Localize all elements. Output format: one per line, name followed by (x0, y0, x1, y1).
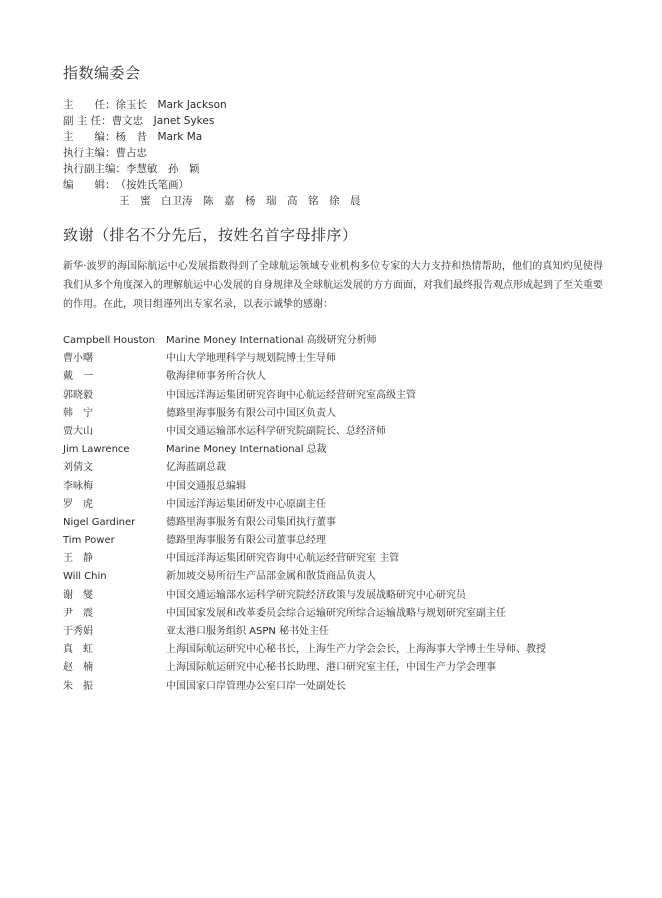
committee-name: 徐玉长 Mark Jackson (115, 99, 227, 111)
expert-title: 中国交通运输部水运科学研究院副院长、总经济师 (166, 425, 386, 437)
expert-row (63, 478, 603, 496)
committee-role: 编 辑： (63, 179, 116, 191)
expert-name: 李咏梅 (63, 480, 93, 492)
expert-title: 中国远洋海运集团研究咨询中心航运经营研究室高级主管 (166, 389, 416, 401)
expert-row (63, 423, 603, 441)
expert-title: 中国远洋海运集团研发中心原副主任 (166, 498, 326, 510)
committee-name: （按姓氏笔画） (115, 179, 189, 191)
committee-list (63, 97, 361, 209)
expert-title: 敬海律师事务所合伙人 (166, 371, 266, 383)
committee-row (63, 113, 361, 129)
expert-row (63, 514, 603, 532)
expert-title: 上海国际航运研究中心秘书长助理、港口研究室主任，中国生产力学会理事 (166, 662, 496, 674)
expert-name: 谢 燮 (63, 589, 93, 601)
expert-name: 尹 震 (63, 607, 93, 619)
expert-row (63, 678, 603, 696)
committee-role: 主 任： (63, 99, 116, 111)
expert-title: 中国交通报总编辑 (166, 480, 246, 492)
expert-name: 郭晓毅 (63, 389, 93, 401)
expert-name: Will Chin (63, 571, 107, 583)
expert-row (63, 587, 603, 605)
expert-title: 中国国家口岸管理办公室口岸一处副处长 (166, 680, 346, 692)
committee-role: 副 主 任： (63, 115, 112, 127)
committee-role: 执行主编： (63, 147, 116, 159)
expert-list (63, 332, 603, 696)
expert-title: Marine Money International 高级研究分析师 (166, 335, 377, 346)
expert-title: 上海国际航运研究中心秘书长，上海生产力学会会长，上海海事大学博士生导师、教授 (166, 644, 546, 656)
expert-title: 中国远洋海运集团研究咨询中心航运经营研究室 主管 (166, 553, 400, 565)
acknowledgements-heading: 致谢（排名不分先后，按姓名首字母排序） (63, 226, 358, 244)
committee-row (63, 161, 361, 177)
expert-name: 于秀娟 (63, 626, 93, 637)
committee-name: 李慧敏 孙 颖 (126, 163, 200, 175)
expert-row (63, 441, 603, 459)
expert-name: 赵 楠 (63, 662, 93, 674)
expert-name: 曹小曙 (63, 353, 93, 365)
expert-row (63, 641, 603, 659)
acknowledgements-intro: 新华·波罗的海国际航运中心发展指数得到了全球航运领域专业机构多位专家的大力支持和热情帮助，他们的真知灼见使得我们从多个角度深入的理解航运中心发展的自身规律及全球航运发展的方方面面，对我们最终报告观点形成起到了至关重要的作用。在此，项目组谨列出专家名录，以表示诚挚的感谢： (63, 261, 603, 310)
expert-name: 韩 宁 (63, 407, 93, 419)
expert-row (63, 332, 603, 350)
expert-title: 德路里海事服务有限公司董事总经理 (166, 535, 326, 547)
committee-heading: 指数编委会 (63, 64, 141, 82)
expert-title: Marine Money International 总裁 (166, 444, 327, 456)
expert-title: 德路里海事服务有限公司中国区负责人 (166, 407, 336, 419)
committee-name: 曹占忠 (115, 147, 147, 159)
expert-name: 王 静 (63, 553, 93, 565)
committee-row (63, 177, 361, 193)
expert-name: Campbell Houston (63, 335, 155, 346)
committee-name: 曹文忠 Janet Sykes (111, 115, 215, 127)
expert-row (63, 459, 603, 477)
expert-name: 戴 一 (63, 371, 93, 383)
expert-row (63, 405, 603, 423)
expert-name: 真 虹 (63, 644, 93, 656)
expert-row (63, 532, 603, 550)
expert-row (63, 605, 603, 623)
expert-title: 亚太港口服务组织 ASPN 秘书处主任 (166, 626, 330, 637)
expert-name: 刘倩文 (63, 462, 93, 474)
committee-role: 执行副主编： (63, 163, 126, 175)
expert-row (63, 350, 603, 368)
expert-name: Jim Lawrence (63, 444, 130, 456)
editors-line: 王 蜜 白卫涛 陈 嘉 杨 瑞 高 铭 徐 晨 (119, 195, 361, 207)
committee-role: 主 编： (63, 131, 116, 143)
expert-title: 新加坡交易所衍生产品部金属和散货商品负责人 (166, 571, 376, 583)
expert-row (63, 387, 603, 405)
committee-row (63, 145, 361, 161)
expert-name: Tim Power (63, 535, 115, 547)
expert-name: 贾大山 (63, 425, 93, 437)
expert-title: 中国交通运输部水运科学研究院经济政策与发展战略研究中心研究员 (166, 589, 466, 601)
expert-title: 中国国家发展和改革委员会综合运输研究所综合运输战略与规划研究室副主任 (166, 607, 506, 619)
expert-title: 中山大学地理科学与规划院博士生导师 (166, 353, 336, 365)
committee-name: 杨 昔 Mark Ma (115, 131, 203, 143)
expert-name: 罗 虎 (63, 498, 93, 510)
expert-row (63, 550, 603, 568)
committee-row (63, 129, 361, 145)
expert-row (63, 368, 603, 386)
expert-title: 亿海蓝副总裁 (166, 462, 226, 474)
expert-row (63, 623, 603, 641)
committee-row (63, 97, 361, 113)
expert-row (63, 496, 603, 514)
expert-name: Nigel Gardiner (63, 516, 136, 528)
expert-row (63, 659, 603, 677)
expert-row (63, 568, 603, 586)
expert-name: 朱 振 (63, 680, 93, 692)
expert-title: 德路里海事服务有限公司集团执行董事 (166, 516, 336, 528)
